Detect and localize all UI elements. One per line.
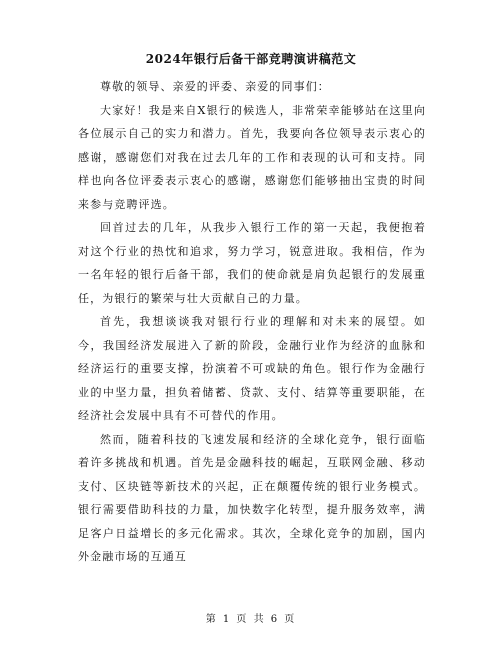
document-title: 2024年银行后备干部竞聘演讲稿范文	[145, 52, 357, 66]
body-paragraph: 大家好！我是来自X银行的候选人，非常荣幸能够站在这里向各位展示自己的实力和潜力。首先，我要向各位领导表示衷心的感谢，感谢您们对我在过去几年的工作和表现的认可和支持。同样也向各位评委表示衷心的感谢，感谢您们能够抽出宝贵的时间来参与竞聘评选。	[78, 103, 426, 211]
body-paragraph: 然而，随着科技的飞速发展和经济的全球化竞争，银行面临着许多挑战和机遇。首先是金融科技的崛起，互联网金融、移动支付、区块链等新技术的兴起，正在颠覆传统的银行业务模式。银行需要借助科技的力量，加快数字化转型，提升服务效率，满足客户日益增长的多元化需求。其次，全球化竞争的加剧，国内外金融市场的互通互	[78, 432, 426, 563]
page-number-footer: 第 1 页 共 6 页	[205, 614, 297, 625]
document-body	[78, 75, 426, 569]
body-paragraph: 回首过去的几年，从我步入银行工作的第一天起，我便抱着对这个行业的热忱和追求，努力学习，锐意进取。我相信，作为一名年轻的银行后备干部，我们的使命就是肩负起银行的发展重任，为银行的繁荣与壮大贡献自己的力量。	[78, 221, 426, 305]
salutation-paragraph: 尊敬的领导、亲爱的评委、亲爱的同事们：	[100, 80, 330, 93]
body-paragraph: 首先，我想谈谈我对银行行业的理解和对未来的展望。如今，我国经济发展进入了新的阶段，金融行业作为经济的血脉和经济运行的重要支撑，扮演着不可或缺的角色。银行作为金融行业的中坚力量，担负着储蓄、贷款、支付、结算等重要职能，在经济社会发展中具有不可替代的作用。	[78, 315, 426, 422]
